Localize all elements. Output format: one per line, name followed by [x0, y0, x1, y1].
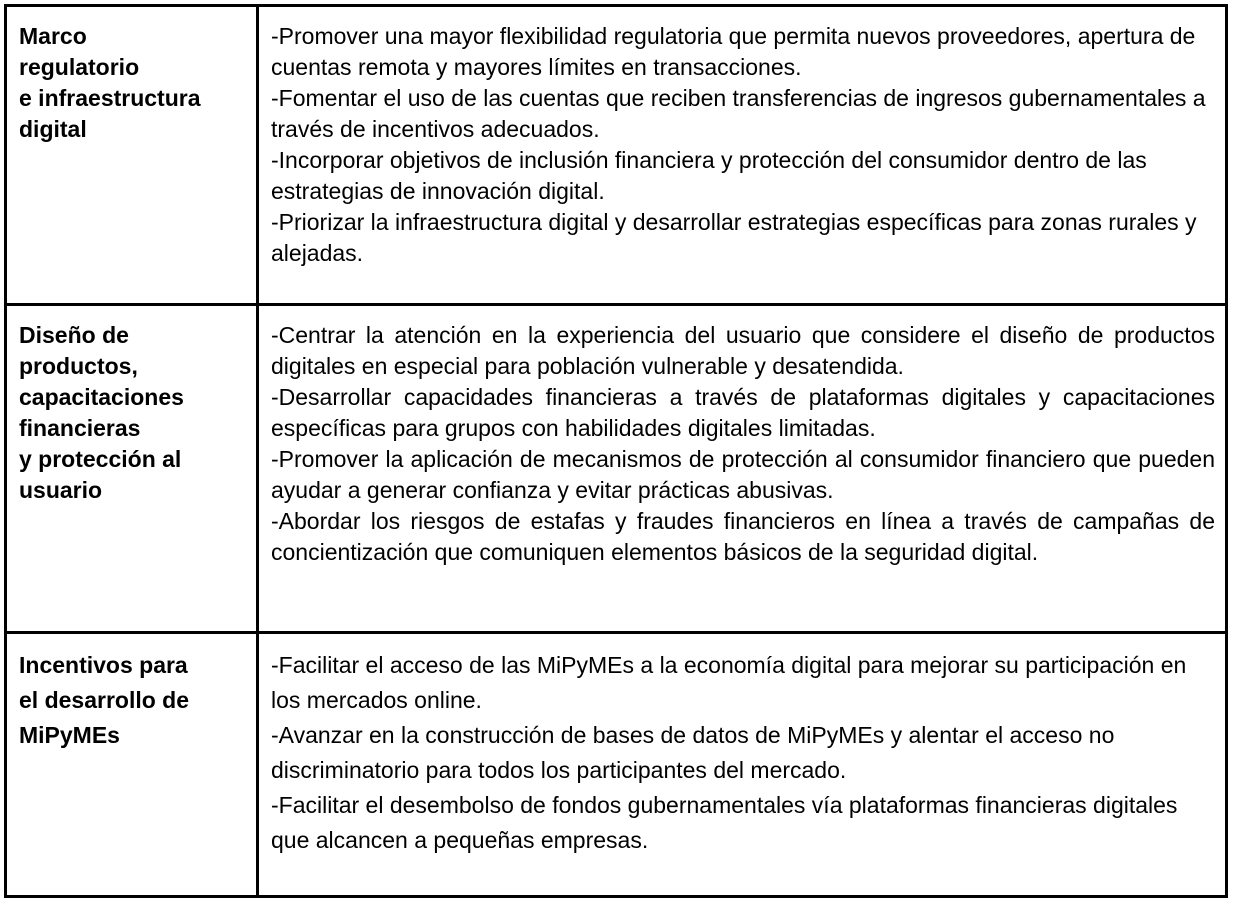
category-label: Incentivos para: [19, 652, 188, 678]
recommendation-item: -Promover la aplicación de mecanismos de protección al consumidor financiero que pueden ayudar a generar confianza y evitar prácticas abusivas.: [271, 446, 1215, 503]
recommendation-item: -Centrar la atención en la experiencia del usuario que considere el diseño de productos digitales en especial para población vulnerable y desatendida.: [271, 322, 1215, 379]
recommendation-item: -Priorizar la infraestructura digital y desarrollar estrategias específicas para zonas rurales y alejadas.: [271, 209, 1197, 266]
category-label: capacitaciones: [19, 384, 184, 410]
policy-table: [4, 4, 1228, 898]
recommendation-item: -Desarrollar capacidades financieras a través de plataformas digitales y capacitaciones específicas para grupos con habilidades digitales limitadas.: [271, 384, 1215, 441]
category-label: e infraestructura: [19, 85, 201, 111]
recommendations-cell: [258, 6, 1227, 305]
category-label: regulatorio: [19, 54, 140, 80]
recommendation-item: -Facilitar el acceso de las MiPyMEs a la economía digital para mejorar su participación en los mercados online.: [271, 652, 1187, 713]
recommendations-cell: [258, 305, 1227, 633]
category-label: usuario: [19, 477, 103, 503]
category-label: financieras: [19, 415, 141, 441]
category-cell: [6, 305, 258, 633]
category-label: Marco: [19, 23, 87, 49]
table-row: [6, 633, 1227, 897]
category-label: Diseño de: [19, 322, 129, 348]
category-cell: [6, 6, 258, 305]
recommendation-item: -Fomentar el uso de las cuentas que reciben transferencias de ingresos gubernamentales a través de incentivos adecuados.: [271, 85, 1206, 142]
recommendation-item: -Incorporar objetivos de inclusión financiera y protección del consumidor dentro de las estrategias de innovación digital.: [271, 147, 1147, 204]
recommendation-item: -Avanzar en la construcción de bases de datos de MiPyMEs y alentar el acceso no discriminatorio para todos los participantes del mercado.: [271, 722, 1115, 783]
category-cell: [6, 633, 258, 897]
recommendations-cell: [258, 633, 1227, 897]
table-row: [6, 6, 1227, 305]
category-label: MiPyMEs: [19, 722, 120, 748]
table-row: [6, 305, 1227, 633]
category-label: el desarrollo de: [19, 687, 190, 713]
category-label: digital: [19, 116, 87, 142]
recommendation-item: -Promover una mayor flexibilidad regulatoria que permita nuevos proveedores, apertura de cuentas remota y mayores límites en transacciones.: [271, 23, 1196, 80]
category-label: y protección al: [19, 446, 182, 472]
recommendation-item: -Facilitar el desembolso de fondos gubernamentales vía plataformas financieras digitales que alcancen a pequeñas empresas.: [271, 792, 1178, 853]
recommendation-item: -Abordar los riesgos de estafas y fraudes financieros en línea a través de campañas de concientización que comuniquen elementos básicos de la seguridad digital.: [271, 508, 1215, 565]
category-label: productos,: [19, 353, 138, 379]
